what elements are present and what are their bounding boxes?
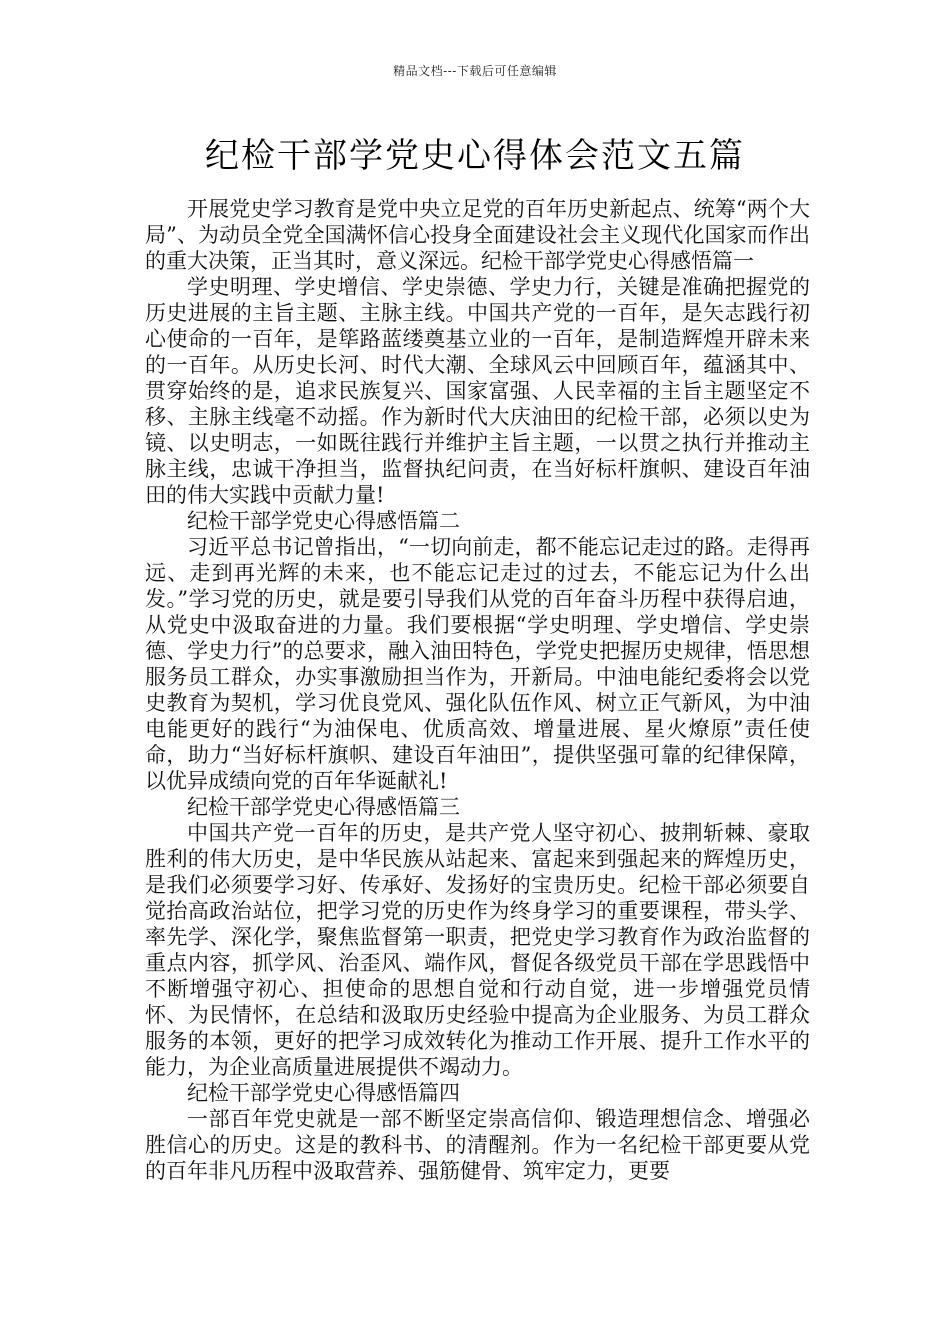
paragraph-intro: 开展党史学习教育是党中央立足党的百年历史新起点、统筹“两个大局”、为动员全党全国满怀信心投身全面建设社会主义现代化国家而作出的重大决策，正当其时，意义深远。纪检干部学党史心得感悟篇一 bbox=[145, 197, 810, 273]
section-heading-4: 纪检干部学党史心得感悟篇四 bbox=[187, 1081, 460, 1105]
paragraph-essay-3: 中国共产党一百年的历史，是共产党人坚守初心、披荆斩棘、豪取胜利的伟大历史，是中华民族从站起来、富起来到强起来的辉煌历史，是我们必须要学习好、传承好、发扬好的宝贵历史。纪检干部必须要自觉抬高政治站位，把学习党的历史作为终身学习的重要课程，带头学、率先学、深化学，聚焦监督第一职责，把党史学习教育作为政治监督的重点内容，抓学风、治歪风、端作风，督促各级党员干部在学思践悟中不断增强守初心、担使命的思想自觉和行动自觉，进一步增强党员情怀、为民情怀，在总结和汲取历史经验中提高为企业服务、为员工群众服务的本领，更好的把学习成效转化为推动工作开展、提升工作水平的能力，为企业高质量进展提供不竭动力。 bbox=[145, 821, 810, 1079]
document-body bbox=[145, 196, 810, 1184]
paragraph-essay-1: 学史明理、学史增信、学史崇德、学史力行，关键是准确把握党的历史进展的主旨主题、主脉主线。中国共产党的一百年，是矢志践行初心使命的一百年，是筚路蓝缕奠基立业的一百年，是制造辉煌开辟未来的一百年。从历史长河、时代大潮、全球风云中回顾百年，蕴涵其中、贯穿始终的是，追求民族复兴、国家富强、人民幸福的主旨主题坚定不移、主脉主线毫不动摇。作为新时代大庆油田的纪检干部，必须以史为镜、以史明志，一如既往践行并维护主旨主题，一以贯之执行并推动主脉主线，忠诚干净担当，监督执纪问责，在当好标杆旗帜、建设百年油田的伟大实践中贡献力量! bbox=[145, 275, 810, 507]
paragraph-essay-4: 一部百年党史就是一部不断坚定崇高信仰、锻造理想信念、增强必胜信心的历史。这是的教科书、的清醒剂。作为一名纪检干部更要从党的百年非凡历程中汲取营养、强筋健骨、筑牢定力，更要 bbox=[145, 1107, 810, 1183]
section-heading-2: 纪检干部学党史心得感悟篇二 bbox=[187, 509, 460, 533]
paragraph-essay-2: 习近平总书记曾指出，“一切向前走，都不能忘记走过的路。走得再远、走到再光辉的未来，也不能忘记走过的过去，不能忘记为什么出发。”学习党的历史，就是要引导我们从党的百年奋斗历程中获得启迪，从党史中汲取奋进的力量。我们要根据“学史明理、学史增信、学史崇德、学史力行”的总要求，融入油田特色，学党史把握历史规律，悟思想服务员工群众，办实事激励担当作为，开新局。中油电能纪委将会以党史教育为契机，学习优良党风、强化队伍作风、树立正气新风，为中油电能更好的践行“为油保电、优质高效、增量进展、星火燎原”责任使命，助力“当好标杆旗帜、建设百年油田”，提供坚强可靠的纪律保障，以优异成绩向党的百年华诞献礼! bbox=[145, 535, 810, 793]
header-note: 精品文档---下载后可任意编辑 bbox=[393, 64, 557, 78]
document-title: 纪检干部学党史心得体会范文五篇 bbox=[205, 136, 745, 176]
section-heading-3: 纪检干部学党史心得感悟篇三 bbox=[187, 795, 460, 819]
